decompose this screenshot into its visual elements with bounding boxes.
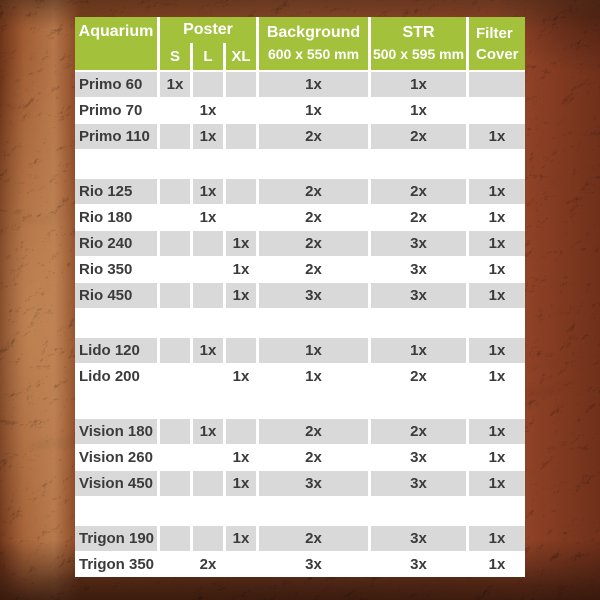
- table-row: [75, 471, 525, 496]
- table-row: [75, 364, 525, 389]
- table-row: [75, 419, 525, 444]
- poster-s-cell: [160, 471, 190, 496]
- str-cell: 1x: [410, 102, 427, 119]
- filter-cover-cell: 1x: [488, 449, 506, 466]
- poster-l-cell: 1x: [199, 102, 217, 119]
- header-poster-size-s: S: [160, 43, 190, 70]
- poster-l-cell: 1x: [193, 338, 223, 363]
- table-header: [75, 17, 525, 70]
- table-section: [75, 72, 525, 149]
- aquarium-name-cell: Primo 60: [75, 72, 157, 97]
- poster-l-cell: [193, 231, 223, 256]
- poster-s-cell: [160, 364, 190, 389]
- aquarium-name-cell: Vision 450: [75, 471, 157, 496]
- poster-xl-cell: [226, 179, 256, 204]
- header-filter-cover: Filter Cover: [469, 17, 525, 70]
- poster-s-cell: [160, 124, 190, 149]
- table-section: [75, 419, 525, 496]
- background-cell: 3x: [259, 471, 368, 496]
- filter-cover-cell: [469, 72, 525, 97]
- poster-s-cell: [160, 419, 190, 444]
- str-cell: 2x: [371, 179, 466, 204]
- background-cell: 2x: [259, 124, 368, 149]
- poster-xl-cell: 1x: [232, 449, 250, 466]
- table-row: [75, 526, 525, 551]
- poster-l-cell: [193, 445, 223, 470]
- header-str-label: STR: [402, 24, 435, 41]
- aquarium-name-cell: Rio 180: [79, 209, 133, 226]
- aquarium-name-cell: Vision 180: [75, 419, 157, 444]
- poster-xl-cell: [226, 72, 256, 97]
- filter-cover-cell: 1x: [469, 231, 525, 256]
- poster-s-cell: [160, 283, 190, 308]
- poster-l-cell: 1x: [199, 209, 217, 226]
- str-cell: 3x: [371, 471, 466, 496]
- poster-xl-cell: [226, 338, 256, 363]
- poster-xl-cell: [226, 205, 256, 230]
- poster-xl-cell: [226, 98, 256, 123]
- table-row: [75, 72, 525, 97]
- poster-s-cell: [160, 179, 190, 204]
- background-cell: 1x: [259, 338, 368, 363]
- poster-xl-cell: 1x: [232, 368, 250, 385]
- poster-s-cell: [160, 231, 190, 256]
- background-cell: 2x: [305, 209, 322, 226]
- filter-cover-cell: 1x: [488, 368, 506, 385]
- background-cell: 3x: [305, 556, 322, 573]
- background-cell: 1x: [305, 102, 322, 119]
- header-poster-size-l: L: [193, 43, 223, 70]
- filter-cover-cell: 1x: [488, 209, 506, 226]
- header-background-label: Background: [266, 24, 361, 41]
- str-cell: 3x: [371, 231, 466, 256]
- poster-xl-cell: 1x: [226, 283, 256, 308]
- poster-xl-cell: [226, 419, 256, 444]
- compatibility-table: [75, 17, 525, 577]
- filter-cover-cell: 1x: [469, 124, 525, 149]
- str-cell: 2x: [410, 209, 427, 226]
- header-str: [371, 17, 466, 70]
- filter-cover-cell: 1x: [469, 338, 525, 363]
- str-cell: 3x: [410, 261, 427, 278]
- filter-cover-cell: 1x: [488, 261, 506, 278]
- table-body: [75, 70, 525, 577]
- poster-l-cell: [193, 257, 223, 282]
- poster-s-cell: [160, 526, 190, 551]
- poster-l-cell: [193, 364, 223, 389]
- table-row: [75, 257, 525, 282]
- background-cell: 1x: [305, 368, 322, 385]
- poster-s-cell: [160, 552, 190, 577]
- background-cell: 2x: [259, 419, 368, 444]
- poster-s-cell: [160, 445, 190, 470]
- poster-l-cell: 1x: [193, 124, 223, 149]
- table-row: [75, 124, 525, 149]
- poster-s-cell: [160, 338, 190, 363]
- filter-cover-cell: [469, 98, 525, 123]
- filter-cover-cell: 1x: [469, 283, 525, 308]
- poster-xl-cell: 1x: [232, 261, 250, 278]
- filter-cover-cell: 1x: [469, 419, 525, 444]
- table-row: [75, 98, 525, 123]
- header-poster-size-xl: XL: [226, 43, 256, 70]
- background-cell: 1x: [259, 72, 368, 97]
- filter-cover-cell: 1x: [469, 179, 525, 204]
- table-row: [75, 205, 525, 230]
- table-row: [75, 445, 525, 470]
- poster-xl-cell: 1x: [226, 231, 256, 256]
- table-row: [75, 283, 525, 308]
- str-cell: 3x: [371, 526, 466, 551]
- poster-l-cell: 1x: [193, 419, 223, 444]
- poster-l-cell: 2x: [199, 556, 217, 573]
- poster-l-cell: [193, 72, 223, 97]
- str-cell: 3x: [410, 449, 427, 466]
- str-cell: 2x: [371, 419, 466, 444]
- poster-s-cell: [160, 205, 190, 230]
- table-row: [75, 552, 525, 577]
- poster-xl-cell: [226, 552, 256, 577]
- aquarium-name-cell: Lido 120: [75, 338, 157, 363]
- aquarium-name-cell: Rio 125: [75, 179, 157, 204]
- header-background: [259, 17, 368, 70]
- background-cell: 2x: [259, 231, 368, 256]
- table-row: [75, 338, 525, 363]
- str-cell: 2x: [371, 124, 466, 149]
- filter-cover-cell: 1x: [488, 556, 506, 573]
- str-cell: 3x: [371, 283, 466, 308]
- header-aquarium: Aquarium: [75, 17, 157, 70]
- aquarium-name-cell: Primo 110: [75, 124, 157, 149]
- table-section: [75, 338, 525, 389]
- background-cell: 2x: [259, 526, 368, 551]
- aquarium-name-cell: Rio 240: [75, 231, 157, 256]
- table-section: [75, 526, 525, 577]
- poster-s-cell: 1x: [160, 72, 190, 97]
- aquarium-name-cell: Trigon 350: [79, 556, 155, 573]
- header-str-dimensions: 500 x 595 mm: [372, 46, 465, 62]
- str-cell: 3x: [410, 556, 427, 573]
- poster-s-cell: [160, 257, 190, 282]
- table-row: [75, 231, 525, 256]
- table-row: [75, 179, 525, 204]
- background-cell: 3x: [259, 283, 368, 308]
- header-poster: Poster: [160, 17, 256, 43]
- background-cell: 2x: [259, 179, 368, 204]
- filter-cover-cell: 1x: [469, 471, 525, 496]
- poster-s-cell: [160, 98, 190, 123]
- poster-l-cell: [193, 471, 223, 496]
- table-section: [75, 179, 525, 308]
- background-cell: 2x: [305, 261, 322, 278]
- filter-cover-cell: 1x: [469, 526, 525, 551]
- aquarium-name-cell: Primo 70: [79, 102, 143, 119]
- str-cell: 2x: [410, 368, 427, 385]
- aquarium-name-cell: Vision 260: [79, 449, 153, 466]
- str-cell: 1x: [371, 338, 466, 363]
- aquarium-name-cell: Rio 350: [79, 261, 133, 278]
- str-cell: 1x: [371, 72, 466, 97]
- poster-xl-cell: 1x: [226, 526, 256, 551]
- poster-xl-cell: 1x: [226, 471, 256, 496]
- aquarium-name-cell: Rio 450: [75, 283, 157, 308]
- poster-xl-cell: [226, 124, 256, 149]
- poster-l-cell: 1x: [193, 179, 223, 204]
- aquarium-name-cell: Trigon 190: [75, 526, 157, 551]
- poster-l-cell: [193, 526, 223, 551]
- aquarium-name-cell: Lido 200: [79, 368, 140, 385]
- header-background-dimensions: 600 x 550 mm: [267, 46, 360, 62]
- background-cell: 2x: [305, 449, 322, 466]
- poster-l-cell: [193, 283, 223, 308]
